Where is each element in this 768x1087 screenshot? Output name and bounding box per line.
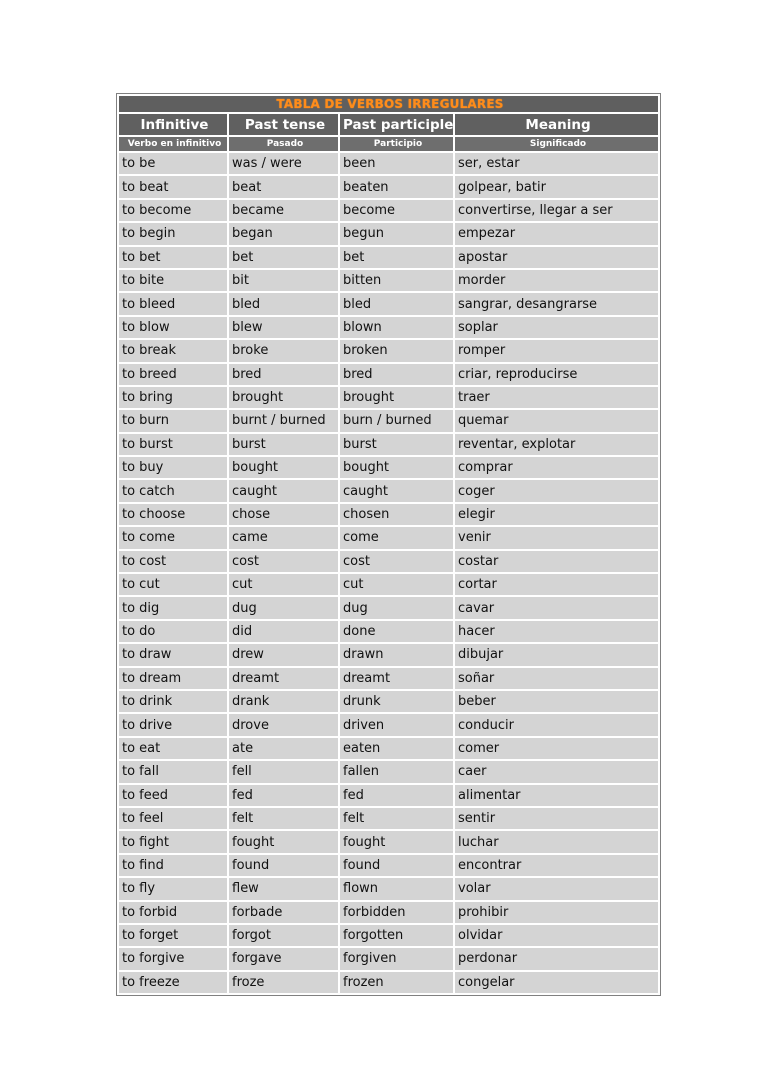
cell-meaning: caer <box>455 761 658 782</box>
table-row <box>119 808 658 829</box>
cell-past-participle: been <box>340 153 453 174</box>
cell-infinitive: to forbid <box>119 902 227 923</box>
table-row <box>119 761 658 782</box>
cell-past-participle: dug <box>340 597 453 618</box>
cell-infinitive: to blow <box>119 317 227 338</box>
cell-past-tense: fought <box>229 831 338 852</box>
cell-past-participle: brought <box>340 387 453 408</box>
cell-meaning: sentir <box>455 808 658 829</box>
cell-past-participle: begun <box>340 223 453 244</box>
cell-infinitive: to burst <box>119 434 227 455</box>
subheader-row <box>119 137 658 151</box>
cell-infinitive: to fly <box>119 878 227 899</box>
cell-past-participle: flown <box>340 878 453 899</box>
table-row <box>119 200 658 221</box>
cell-meaning: comprar <box>455 457 658 478</box>
cell-past-tense: forbade <box>229 902 338 923</box>
cell-past-tense: blew <box>229 317 338 338</box>
cell-past-participle: frozen <box>340 972 453 993</box>
table-row <box>119 480 658 501</box>
cell-infinitive: to eat <box>119 738 227 759</box>
cell-past-tense: flew <box>229 878 338 899</box>
cell-past-tense: began <box>229 223 338 244</box>
cell-past-participle: done <box>340 621 453 642</box>
table-row <box>119 364 658 385</box>
cell-past-participle: cost <box>340 551 453 572</box>
cell-meaning: traer <box>455 387 658 408</box>
cell-infinitive: to dig <box>119 597 227 618</box>
cell-meaning: encontrar <box>455 855 658 876</box>
cell-past-participle: driven <box>340 714 453 735</box>
cell-meaning: soplar <box>455 317 658 338</box>
cell-meaning: venir <box>455 527 658 548</box>
table-row <box>119 714 658 735</box>
cell-past-tense: froze <box>229 972 338 993</box>
cell-meaning: luchar <box>455 831 658 852</box>
cell-meaning: criar, reproducirse <box>455 364 658 385</box>
cell-infinitive: to drive <box>119 714 227 735</box>
table-row <box>119 387 658 408</box>
cell-meaning: convertirse, llegar a ser <box>455 200 658 221</box>
cell-meaning: morder <box>455 270 658 291</box>
cell-past-tense: forgave <box>229 948 338 969</box>
cell-infinitive: to be <box>119 153 227 174</box>
cell-past-tense: felt <box>229 808 338 829</box>
cell-meaning: congelar <box>455 972 658 993</box>
cell-infinitive: to burn <box>119 410 227 431</box>
cell-past-tense: dug <box>229 597 338 618</box>
table-row <box>119 247 658 268</box>
cell-past-participle: caught <box>340 480 453 501</box>
cell-meaning: sangrar, desangrarse <box>455 293 658 314</box>
table-row <box>119 153 658 174</box>
cell-meaning: volar <box>455 878 658 899</box>
cell-meaning: perdonar <box>455 948 658 969</box>
cell-infinitive: to bleed <box>119 293 227 314</box>
cell-past-tense: drove <box>229 714 338 735</box>
cell-past-participle: come <box>340 527 453 548</box>
cell-meaning: olvidar <box>455 925 658 946</box>
cell-past-tense: fed <box>229 785 338 806</box>
table-row <box>119 434 658 455</box>
subheader-pasado: Pasado <box>229 137 338 151</box>
cell-past-tense: forgot <box>229 925 338 946</box>
cell-infinitive: to fall <box>119 761 227 782</box>
cell-infinitive: to come <box>119 527 227 548</box>
table-row <box>119 551 658 572</box>
cell-infinitive: to bet <box>119 247 227 268</box>
cell-past-participle: burn / burned <box>340 410 453 431</box>
table-body <box>119 96 658 993</box>
cell-infinitive: to find <box>119 855 227 876</box>
cell-past-tense: bought <box>229 457 338 478</box>
header-past-tense: Past tense <box>229 114 338 135</box>
table-row <box>119 878 658 899</box>
cell-infinitive: to bite <box>119 270 227 291</box>
table-row <box>119 621 658 642</box>
cell-meaning: romper <box>455 340 658 361</box>
cell-infinitive: to freeze <box>119 972 227 993</box>
table-row <box>119 738 658 759</box>
cell-meaning: elegir <box>455 504 658 525</box>
cell-infinitive: to feel <box>119 808 227 829</box>
table-row <box>119 340 658 361</box>
table-row <box>119 902 658 923</box>
table-row <box>119 504 658 525</box>
subheader-participio: Participio <box>340 137 453 151</box>
cell-infinitive: to cost <box>119 551 227 572</box>
cell-past-tense: caught <box>229 480 338 501</box>
cell-past-tense: bred <box>229 364 338 385</box>
cell-past-tense: drank <box>229 691 338 712</box>
cell-past-participle: drawn <box>340 644 453 665</box>
cell-past-participle: bled <box>340 293 453 314</box>
cell-past-participle: bred <box>340 364 453 385</box>
cell-past-tense: fell <box>229 761 338 782</box>
cell-meaning: coger <box>455 480 658 501</box>
cell-infinitive: to bring <box>119 387 227 408</box>
table-title: TABLA DE VERBOS IRREGULARES <box>119 96 658 112</box>
cell-past-participle: blown <box>340 317 453 338</box>
cell-past-tense: became <box>229 200 338 221</box>
cell-past-tense: came <box>229 527 338 548</box>
cell-past-tense: bled <box>229 293 338 314</box>
cell-past-tense: found <box>229 855 338 876</box>
cell-meaning: beber <box>455 691 658 712</box>
cell-past-tense: beat <box>229 176 338 197</box>
cell-past-tense: burnt / burned <box>229 410 338 431</box>
table-row <box>119 691 658 712</box>
cell-meaning: soñar <box>455 668 658 689</box>
cell-past-tense: ate <box>229 738 338 759</box>
table-row <box>119 668 658 689</box>
cell-infinitive: to dream <box>119 668 227 689</box>
cell-past-tense: did <box>229 621 338 642</box>
irregular-verbs-table <box>116 93 661 996</box>
cell-meaning: reventar, explotar <box>455 434 658 455</box>
cell-meaning: comer <box>455 738 658 759</box>
cell-meaning: apostar <box>455 247 658 268</box>
cell-infinitive: to buy <box>119 457 227 478</box>
cell-past-participle: drunk <box>340 691 453 712</box>
cell-past-participle: bought <box>340 457 453 478</box>
table-row <box>119 855 658 876</box>
cell-infinitive: to beat <box>119 176 227 197</box>
cell-past-participle: felt <box>340 808 453 829</box>
cell-past-participle: forbidden <box>340 902 453 923</box>
cell-infinitive: to forget <box>119 925 227 946</box>
header-meaning: Meaning <box>455 114 658 135</box>
table-row <box>119 597 658 618</box>
cell-past-participle: burst <box>340 434 453 455</box>
cell-past-tense: chose <box>229 504 338 525</box>
header-infinitive: Infinitive <box>119 114 227 135</box>
table-row <box>119 831 658 852</box>
cell-past-participle: dreamt <box>340 668 453 689</box>
cell-past-participle: beaten <box>340 176 453 197</box>
cell-infinitive: to catch <box>119 480 227 501</box>
cell-past-tense: bet <box>229 247 338 268</box>
table-row <box>119 527 658 548</box>
cell-past-participle: fallen <box>340 761 453 782</box>
cell-infinitive: to feed <box>119 785 227 806</box>
cell-past-participle: found <box>340 855 453 876</box>
cell-meaning: dibujar <box>455 644 658 665</box>
cell-infinitive: to begin <box>119 223 227 244</box>
cell-past-tense: burst <box>229 434 338 455</box>
cell-infinitive: to fight <box>119 831 227 852</box>
table-row <box>119 948 658 969</box>
table-row <box>119 410 658 431</box>
cell-past-tense: drew <box>229 644 338 665</box>
cell-past-participle: forgiven <box>340 948 453 969</box>
cell-past-participle: become <box>340 200 453 221</box>
cell-past-participle: bitten <box>340 270 453 291</box>
cell-past-participle: fought <box>340 831 453 852</box>
cell-infinitive: to choose <box>119 504 227 525</box>
cell-meaning: cavar <box>455 597 658 618</box>
cell-infinitive: to become <box>119 200 227 221</box>
cell-past-tense: cost <box>229 551 338 572</box>
header-past-participle: Past participle <box>340 114 453 135</box>
cell-past-participle: chosen <box>340 504 453 525</box>
table-row <box>119 270 658 291</box>
cell-past-tense: cut <box>229 574 338 595</box>
table-row <box>119 457 658 478</box>
table-row <box>119 574 658 595</box>
table-row <box>119 785 658 806</box>
cell-meaning: ser, estar <box>455 153 658 174</box>
cell-meaning: conducir <box>455 714 658 735</box>
cell-meaning: prohibir <box>455 902 658 923</box>
cell-infinitive: to breed <box>119 364 227 385</box>
cell-meaning: cortar <box>455 574 658 595</box>
cell-past-tense: broke <box>229 340 338 361</box>
cell-past-participle: broken <box>340 340 453 361</box>
cell-infinitive: to cut <box>119 574 227 595</box>
cell-meaning: quemar <box>455 410 658 431</box>
cell-meaning: empezar <box>455 223 658 244</box>
subheader-infinitivo: Verbo en infinitivo <box>119 137 227 151</box>
cell-infinitive: to forgive <box>119 948 227 969</box>
cell-infinitive: to do <box>119 621 227 642</box>
cell-past-tense: bit <box>229 270 338 291</box>
table-title-row <box>119 96 658 112</box>
cell-meaning: hacer <box>455 621 658 642</box>
table-row <box>119 317 658 338</box>
header-row <box>119 114 658 135</box>
cell-past-participle: cut <box>340 574 453 595</box>
cell-meaning: alimentar <box>455 785 658 806</box>
cell-infinitive: to draw <box>119 644 227 665</box>
cell-past-tense: dreamt <box>229 668 338 689</box>
cell-past-participle: forgotten <box>340 925 453 946</box>
table-row <box>119 223 658 244</box>
subheader-significado: Significado <box>455 137 658 151</box>
table-row <box>119 176 658 197</box>
table-row <box>119 925 658 946</box>
cell-past-participle: eaten <box>340 738 453 759</box>
table-row <box>119 293 658 314</box>
cell-infinitive: to drink <box>119 691 227 712</box>
table-row <box>119 644 658 665</box>
cell-infinitive: to break <box>119 340 227 361</box>
cell-meaning: golpear, batir <box>455 176 658 197</box>
cell-past-tense: brought <box>229 387 338 408</box>
cell-meaning: costar <box>455 551 658 572</box>
cell-past-tense: was / were <box>229 153 338 174</box>
cell-past-participle: bet <box>340 247 453 268</box>
cell-past-participle: fed <box>340 785 453 806</box>
table-row <box>119 972 658 993</box>
